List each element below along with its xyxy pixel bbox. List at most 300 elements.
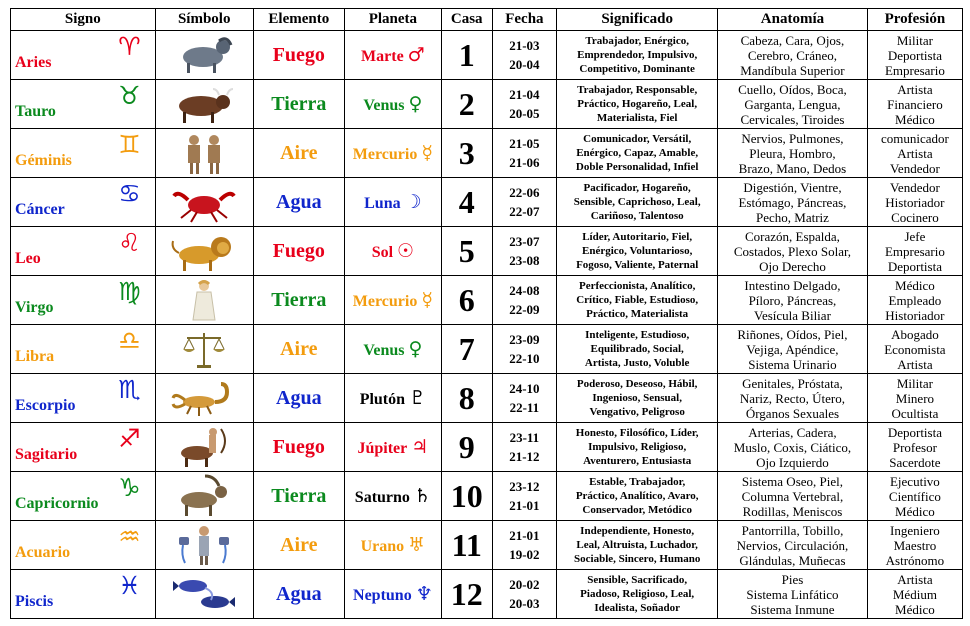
sign-name: Cáncer xyxy=(15,201,65,218)
zodiac-glyph-icon: ♐ xyxy=(118,424,141,453)
anatomy-cell xyxy=(718,570,868,619)
anatomy-line: Corazón, Espalda, xyxy=(744,228,840,244)
bull-image xyxy=(156,82,253,126)
symbol-cell xyxy=(155,227,253,276)
profession-cell xyxy=(867,374,962,423)
header-anatomia: Anatomía xyxy=(718,9,868,31)
profession-line: Deportista xyxy=(887,47,942,63)
anatomy-line: Sistema Linfático xyxy=(746,586,839,602)
planet-name: Plutón xyxy=(359,391,406,408)
house-number: 9 xyxy=(441,423,492,472)
profession-line: Sacerdote xyxy=(889,454,941,470)
meaning-line: Práctico, Hogareño, Leal, xyxy=(577,98,698,110)
zodiac-table xyxy=(10,8,963,619)
sign-name: Leo xyxy=(15,250,41,267)
planet-cell xyxy=(344,423,441,472)
profession-line: Empresario xyxy=(884,62,945,78)
meaning-line: Independiente, Honesto, xyxy=(580,525,695,537)
anatomy-cell xyxy=(718,276,868,325)
date-start: 23-09 xyxy=(509,332,540,347)
anatomy-line: Cuello, Oídos, Boca, xyxy=(738,81,847,97)
anatomy-cell xyxy=(718,80,868,129)
date-start: 23-12 xyxy=(509,479,540,494)
element-cell: Agua xyxy=(253,570,344,619)
meaning-line: Crítico, Fiable, Estudioso, xyxy=(576,294,699,306)
signo-cell xyxy=(11,374,156,423)
anatomy-line: Nervios, Circulación, xyxy=(736,537,849,553)
anatomy-line: Digestión, Vientre, xyxy=(743,179,842,195)
meaning-cell xyxy=(557,31,718,80)
profession-line: Maestro xyxy=(893,537,937,553)
profession-line: Historiador xyxy=(885,307,945,323)
planet-name: Sol xyxy=(371,244,394,261)
planet-name: Marte xyxy=(361,48,404,65)
signo-cell xyxy=(11,325,156,374)
symbol-cell xyxy=(155,80,253,129)
date-cell xyxy=(492,178,557,227)
element-cell: Aire xyxy=(253,325,344,374)
planet-name: Júpiter xyxy=(357,440,408,457)
profession-line: Médico xyxy=(895,503,935,519)
header-fecha: Fecha xyxy=(492,9,557,31)
symbol-cell xyxy=(155,31,253,80)
planet-name: Urano xyxy=(360,538,405,555)
meaning-line: Leal, Altruista, Luchador, xyxy=(576,539,698,551)
date-start: 24-10 xyxy=(509,381,540,396)
house-number: 1 xyxy=(441,31,492,80)
date-cell xyxy=(492,374,557,423)
date-end: 22-10 xyxy=(509,351,540,366)
meaning-line: Enérgico, Voluntarioso, xyxy=(582,245,693,257)
anatomy-line: Estómago, Páncreas, xyxy=(738,194,847,210)
date-cell xyxy=(492,521,557,570)
symbol-cell xyxy=(155,472,253,521)
zodiac-glyph-icon: ♎ xyxy=(118,326,141,355)
table-body xyxy=(11,31,963,619)
anatomy-line: Intestino Delgado, xyxy=(744,277,841,293)
date-cell xyxy=(492,80,557,129)
symbol-cell xyxy=(155,276,253,325)
meaning-line: Cariñoso, Talentoso xyxy=(590,210,684,222)
date-end: 20-05 xyxy=(509,106,540,121)
anatomy-line: Vejiga, Apéndice, xyxy=(746,341,839,357)
date-start: 21-01 xyxy=(509,528,540,543)
element-cell: Aire xyxy=(253,521,344,570)
profession-cell xyxy=(867,178,962,227)
meaning-line: Piadoso, Religioso, Leal, xyxy=(580,588,695,600)
planet-glyph-icon: ☉ xyxy=(397,240,415,262)
element-cell: Fuego xyxy=(253,227,344,276)
symbol-cell xyxy=(155,374,253,423)
table-row xyxy=(11,521,963,570)
house-number: 2 xyxy=(441,80,492,129)
planet-glyph-icon: ♀ xyxy=(408,338,423,360)
profession-line: Economista xyxy=(884,341,946,357)
anatomy-line: Sistema Inmune xyxy=(750,601,835,617)
planet-cell xyxy=(344,570,441,619)
meaning-line: Emprendedor, Impulsivo, xyxy=(577,49,698,61)
table-row xyxy=(11,276,963,325)
anatomy-cell xyxy=(718,129,868,178)
element-cell: Agua xyxy=(253,374,344,423)
profession-line: comunicador xyxy=(880,130,949,146)
anatomy-cell xyxy=(718,423,868,472)
profession-line: Minero xyxy=(895,390,935,406)
profession-cell xyxy=(867,276,962,325)
zodiac-glyph-icon: ♉ xyxy=(118,81,141,110)
anatomy-line: Sistema Urinario xyxy=(748,356,837,372)
house-number: 12 xyxy=(441,570,492,619)
table-row xyxy=(11,374,963,423)
table-row xyxy=(11,31,963,80)
profession-cell xyxy=(867,570,962,619)
meaning-cell xyxy=(557,178,718,227)
anatomy-line: Riñones, Oídos, Piel, xyxy=(737,326,848,342)
meaning-line: Enérgico, Capaz, Amable, xyxy=(576,147,699,159)
meaning-line: Impulsivo, Religioso, xyxy=(588,441,687,453)
sign-name: Capricornio xyxy=(15,495,99,512)
profession-line: Jefe xyxy=(904,228,926,244)
header-significado: Significado xyxy=(557,9,718,31)
sign-name: Escorpio xyxy=(15,397,76,414)
planet-cell xyxy=(344,178,441,227)
date-start: 23-07 xyxy=(509,234,540,249)
house-number: 10 xyxy=(441,472,492,521)
anatomy-line: Cabeza, Cara, Ojos, xyxy=(740,32,845,48)
meaning-line: Práctico, Materialista xyxy=(586,308,689,320)
water-bearer-image xyxy=(156,523,253,567)
anatomy-line: Pies xyxy=(781,571,804,587)
meaning-line: Idealista, Soñador xyxy=(594,602,680,614)
meaning-line: Materialista, Fiel xyxy=(596,112,678,124)
planet-name: Luna xyxy=(364,195,401,212)
symbol-cell xyxy=(155,570,253,619)
planet-glyph-icon: ☽ xyxy=(404,191,422,213)
date-start: 24-08 xyxy=(509,283,540,298)
date-cell xyxy=(492,423,557,472)
scales-image xyxy=(156,327,253,371)
date-cell xyxy=(492,227,557,276)
date-start: 21-04 xyxy=(509,87,540,102)
anatomy-cell xyxy=(718,31,868,80)
profession-line: Ocultista xyxy=(891,405,939,421)
goat-image xyxy=(156,474,253,518)
planet-cell xyxy=(344,276,441,325)
planet-cell xyxy=(344,80,441,129)
sign-name: Tauro xyxy=(15,103,56,120)
planet-cell xyxy=(344,129,441,178)
profession-line: Artista xyxy=(897,571,933,587)
planet-glyph-icon: ♂ xyxy=(407,44,425,66)
element-cell: Tierra xyxy=(253,80,344,129)
date-start: 21-03 xyxy=(509,38,540,53)
signo-cell xyxy=(11,31,156,80)
profession-cell xyxy=(867,521,962,570)
house-number: 5 xyxy=(441,227,492,276)
signo-cell xyxy=(11,80,156,129)
meaning-line: Aventurero, Entusiasta xyxy=(583,455,692,467)
profession-line: Empleado xyxy=(888,292,942,308)
meaning-line: Poderoso, Deseoso, Hábil, xyxy=(576,378,698,390)
sign-name: Libra xyxy=(15,348,55,365)
house-number: 4 xyxy=(441,178,492,227)
sign-name: Virgo xyxy=(15,299,54,316)
anatomy-line: Pleura, Hombro, xyxy=(749,145,836,161)
meaning-line: Competitivo, Dominante xyxy=(579,63,695,75)
planet-glyph-icon: ♆ xyxy=(415,583,433,605)
date-end: 21-06 xyxy=(509,155,540,170)
meaning-line: Artista, Justo, Voluble xyxy=(584,357,690,369)
meaning-line: Comunicador, Versátil, xyxy=(583,133,692,145)
twins-image xyxy=(156,131,253,175)
profession-cell xyxy=(867,31,962,80)
meaning-cell xyxy=(557,276,718,325)
anatomy-cell xyxy=(718,374,868,423)
maiden-image xyxy=(156,278,253,322)
planet-name: Mercurio xyxy=(352,146,418,163)
table-row xyxy=(11,423,963,472)
fish-image xyxy=(156,572,253,616)
planet-glyph-icon: ♇ xyxy=(409,387,427,409)
zodiac-glyph-icon: ♏ xyxy=(118,375,141,404)
header-casa: Casa xyxy=(441,9,492,31)
date-end: 21-01 xyxy=(509,498,540,513)
symbol-cell xyxy=(155,423,253,472)
date-cell xyxy=(492,129,557,178)
profession-line: Deportista xyxy=(887,424,942,440)
meaning-cell xyxy=(557,325,718,374)
meaning-cell xyxy=(557,570,718,619)
meaning-cell xyxy=(557,80,718,129)
meaning-line: Conservador, Metódico xyxy=(582,504,692,516)
planet-name: Venus xyxy=(363,342,405,359)
profession-cell xyxy=(867,80,962,129)
table-row xyxy=(11,227,963,276)
zodiac-glyph-icon: ♌ xyxy=(118,228,141,257)
signo-cell xyxy=(11,521,156,570)
meaning-line: Ingenioso, Sensual, xyxy=(592,392,682,404)
signo-cell xyxy=(11,276,156,325)
header-elemento: Elemento xyxy=(253,9,344,31)
anatomy-line: Píloro, Páncreas, xyxy=(748,292,837,308)
house-number: 11 xyxy=(441,521,492,570)
crab-image xyxy=(156,180,253,224)
symbol-cell xyxy=(155,521,253,570)
meaning-line: Perfeccionista, Analítico, xyxy=(578,280,696,292)
profession-cell xyxy=(867,472,962,521)
signo-cell xyxy=(11,472,156,521)
anatomy-line: Sistema Oseo, Piel, xyxy=(741,473,843,489)
signo-cell xyxy=(11,570,156,619)
date-end: 22-11 xyxy=(509,400,540,415)
meaning-cell xyxy=(557,423,718,472)
planet-name: Neptuno xyxy=(353,587,412,604)
anatomy-line: Costados, Plexo Solar, xyxy=(733,243,852,259)
anatomy-cell xyxy=(718,227,868,276)
planet-cell xyxy=(344,227,441,276)
planet-cell xyxy=(344,374,441,423)
house-number: 8 xyxy=(441,374,492,423)
sign-name: Sagitario xyxy=(15,446,78,463)
planet-glyph-icon: ♀ xyxy=(408,93,423,115)
planet-cell xyxy=(344,521,441,570)
meaning-line: Equilibrado, Social, xyxy=(590,343,684,355)
profession-line: Profesor xyxy=(892,439,937,455)
anatomy-line: Columna Vertebral, xyxy=(741,488,844,504)
profession-line: Artista xyxy=(897,81,933,97)
planet-name: Venus xyxy=(363,97,405,114)
table-row xyxy=(11,472,963,521)
symbol-cell xyxy=(155,178,253,227)
element-cell: Tierra xyxy=(253,472,344,521)
meaning-line: Estable, Trabajador, xyxy=(589,476,686,488)
zodiac-glyph-icon: ♍ xyxy=(118,277,141,306)
meaning-line: Sociable, Sincero, Humano xyxy=(574,553,701,565)
anatomy-cell xyxy=(718,325,868,374)
planet-glyph-icon: ♃ xyxy=(411,436,429,458)
zodiac-glyph-icon: ♈ xyxy=(118,32,141,61)
header-profesion: Profesión xyxy=(867,9,962,31)
planet-name: Saturno xyxy=(354,489,410,506)
meaning-line: Pacificador, Hogareño, xyxy=(583,182,691,194)
table-row xyxy=(11,80,963,129)
header-planeta: Planeta xyxy=(344,9,441,31)
anatomy-line: Órganos Sexuales xyxy=(745,405,840,421)
anatomy-line: Garganta, Lengua, xyxy=(744,96,841,112)
date-start: 22-06 xyxy=(509,185,540,200)
zodiac-glyph-icon: ♊ xyxy=(118,130,141,159)
profession-line: Artista xyxy=(897,356,933,372)
date-cell xyxy=(492,276,557,325)
profession-line: Ejecutivo xyxy=(889,473,940,489)
meaning-line: Trabajador, Enérgico, xyxy=(585,35,689,47)
header-signo: Signo xyxy=(11,9,156,31)
date-end: 23-08 xyxy=(509,253,540,268)
anatomy-line: Pecho, Matriz xyxy=(755,209,829,225)
meaning-line: Inteligente, Estudioso, xyxy=(585,329,690,341)
table-row xyxy=(11,570,963,619)
anatomy-line: Ojo Derecho xyxy=(759,258,826,274)
anatomy-line: Nariz, Recto, Útero, xyxy=(739,390,845,406)
profession-line: Astrónomo xyxy=(885,552,945,568)
date-end: 20-03 xyxy=(509,596,540,611)
meaning-cell xyxy=(557,472,718,521)
anatomy-line: Pantorrilla, Tobillo, xyxy=(741,522,844,538)
planet-glyph-icon: ♄ xyxy=(413,485,431,507)
meaning-cell xyxy=(557,129,718,178)
profession-line: Médico xyxy=(895,601,935,617)
meaning-line: Vengativo, Peligroso xyxy=(589,406,685,418)
anatomy-line: Rodillas, Meniscos xyxy=(742,503,843,519)
profession-line: Financiero xyxy=(887,96,943,112)
house-number: 7 xyxy=(441,325,492,374)
element-cell: Agua xyxy=(253,178,344,227)
profession-line: Cocinero xyxy=(891,209,939,225)
symbol-cell xyxy=(155,129,253,178)
profession-line: Médico xyxy=(895,111,935,127)
date-start: 21-05 xyxy=(509,136,540,151)
anatomy-line: Cervicales, Tiroides xyxy=(740,111,845,127)
profession-line: Historiador xyxy=(885,194,945,210)
profession-line: Empresario xyxy=(884,243,945,259)
signo-cell xyxy=(11,423,156,472)
symbol-cell xyxy=(155,325,253,374)
sign-name: Aries xyxy=(15,54,52,71)
profession-line: Médium xyxy=(892,586,937,602)
meaning-line: Líder, Autoritario, Fiel, xyxy=(582,231,693,243)
signo-cell xyxy=(11,129,156,178)
planet-cell xyxy=(344,472,441,521)
date-cell xyxy=(492,325,557,374)
profession-line: Ingeniero xyxy=(890,522,940,538)
zodiac-glyph-icon: ♓ xyxy=(118,571,141,600)
date-end: 19-02 xyxy=(509,547,540,562)
table-row xyxy=(11,129,963,178)
planet-cell xyxy=(344,325,441,374)
meaning-line: Práctico, Analítico, Avaro, xyxy=(575,490,699,502)
table-row xyxy=(11,325,963,374)
date-cell xyxy=(492,570,557,619)
meaning-line: Sensible, Sacrificado, xyxy=(587,574,688,586)
zodiac-glyph-icon: ♒ xyxy=(118,522,141,551)
profession-cell xyxy=(867,325,962,374)
planet-glyph-icon: ☿ xyxy=(421,289,433,311)
date-cell xyxy=(492,472,557,521)
planet-cell xyxy=(344,31,441,80)
element-cell: Fuego xyxy=(253,31,344,80)
centaur-image xyxy=(156,425,253,469)
profession-line: Deportista xyxy=(887,258,942,274)
anatomy-cell xyxy=(718,521,868,570)
date-end: 22-07 xyxy=(509,204,540,219)
date-start: 20-02 xyxy=(509,577,540,592)
meaning-cell xyxy=(557,227,718,276)
date-end: 22-09 xyxy=(509,302,540,317)
anatomy-line: Cerebro, Cráneo, xyxy=(747,47,838,63)
planet-glyph-icon: ♅ xyxy=(408,534,426,556)
ram-image xyxy=(156,33,253,77)
anatomy-line: Mandíbula Superior xyxy=(740,62,845,78)
anatomy-line: Genitales, Próstata, xyxy=(742,375,843,391)
meaning-line: Honesto, Filosófico, Líder, xyxy=(575,427,699,439)
meaning-line: Fogoso, Valiente, Paternal xyxy=(576,259,699,271)
profession-line: Vendedor xyxy=(889,160,940,176)
signo-cell xyxy=(11,178,156,227)
sign-name: Acuario xyxy=(15,544,71,561)
profession-cell xyxy=(867,423,962,472)
header-row xyxy=(11,9,963,31)
date-start: 23-11 xyxy=(509,430,540,445)
header-simbolo: Símbolo xyxy=(155,9,253,31)
house-number: 3 xyxy=(441,129,492,178)
profession-line: Médico xyxy=(895,277,935,293)
meaning-cell xyxy=(557,374,718,423)
meaning-line: Doble Personalidad, Infiel xyxy=(575,161,699,173)
anatomy-cell xyxy=(718,472,868,521)
anatomy-cell xyxy=(718,178,868,227)
anatomy-line: Arterias, Cadera, xyxy=(748,424,837,440)
element-cell: Aire xyxy=(253,129,344,178)
anatomy-line: Muslo, Coxis, Ciático, xyxy=(733,439,852,455)
element-cell: Fuego xyxy=(253,423,344,472)
table-row xyxy=(11,178,963,227)
date-end: 21-12 xyxy=(509,449,540,464)
profession-line: Militar xyxy=(896,375,933,391)
house-number: 6 xyxy=(441,276,492,325)
meaning-cell xyxy=(557,521,718,570)
profession-line: Vendedor xyxy=(889,179,940,195)
signo-cell xyxy=(11,227,156,276)
